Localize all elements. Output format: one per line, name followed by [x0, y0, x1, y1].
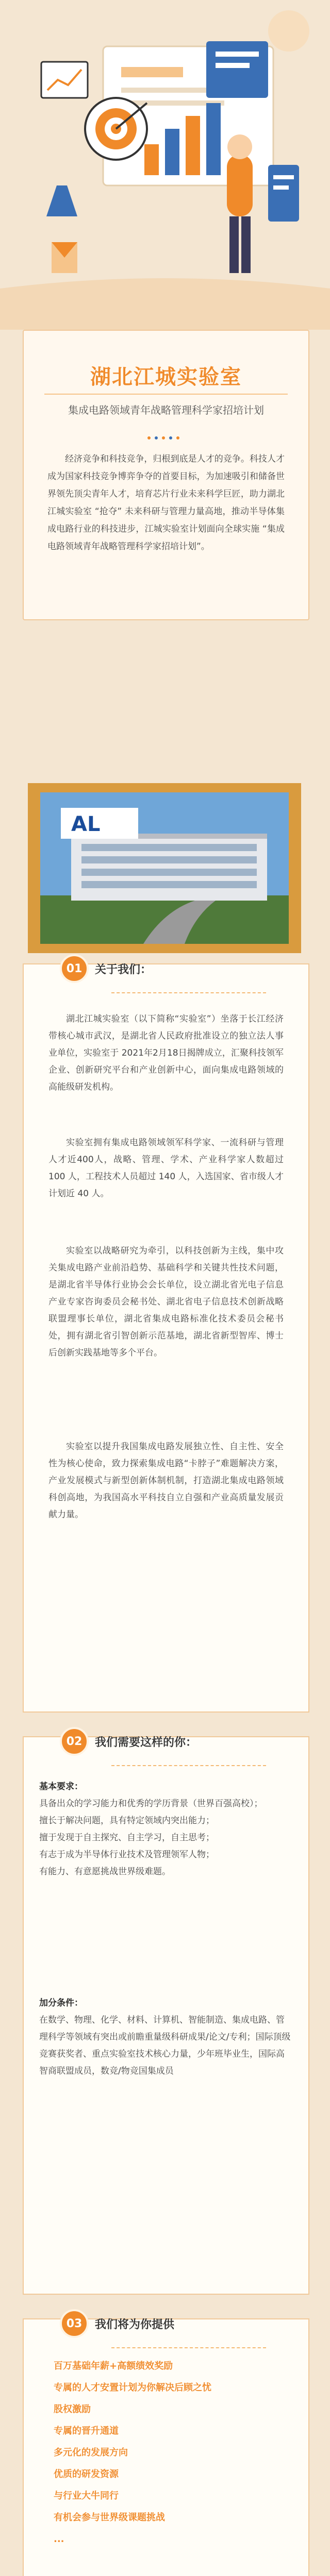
section-number-badge: 01 [60, 954, 89, 983]
benefits-heading [60, 2309, 174, 2338]
benefit-item: 优质的研发资源 [54, 2469, 119, 2480]
section-number-badge: 03 [60, 2309, 89, 2338]
requirement-item: 擅于发现于自主探究、自主学习，自主思考； [39, 1833, 214, 1843]
about-paragraph: 实验室拥有集成电路领域领军科学家、一流科研与管理人才近400人，战略、管理、学术、产业科学家人数超过 100 人，工程技术人员超过 140 人，入选国家、省市级人才计划近 40 人。 [48, 1138, 284, 1199]
page-title: 湖北江城实验室 [90, 365, 242, 389]
svg-text:AL: AL [71, 812, 101, 836]
requirement-item: 有志于成为半导体行业技术及管理领军人物； [39, 1850, 214, 1860]
benefit-item: 专属的晋升通道 [54, 2426, 119, 2436]
requirement-item: 有能力、有意愿挑战世界级难题。 [39, 1867, 171, 1877]
benefit-item: 股权激励 [54, 2404, 91, 2415]
about-paragraph: 实验室以提升我国集成电路发展独立性、自主性、安全性为核心使命，致力探索集成电路“卡脖子”难题解决方案，产业发展模式与新型创新体制机制，打造湖北集成电路领域科创高地，为我国高水平科技自立自强和产业高质量发展贡献力量。 [48, 1442, 284, 1520]
title-card [23, 330, 309, 620]
section-title: 我们需要这样的你： [95, 1736, 197, 1749]
benefits-list [54, 2355, 280, 2550]
bonus-requirements [39, 1995, 293, 2080]
hero-illustration [0, 0, 330, 330]
requirements-section [23, 1736, 309, 2295]
building-photo [40, 792, 289, 944]
bonus-label: 加分条件： [39, 1998, 83, 2008]
benefit-item: ... [54, 2534, 64, 2545]
requirement-item: 具备出众的学习能力和优秀的学历背景（世界百强高校）； [39, 1799, 263, 1809]
basic-label: 基本要求： [39, 1782, 83, 1792]
decor-dots [145, 432, 187, 438]
section-underline [111, 2347, 266, 2348]
benefit-item: 多元化的发展方向 [54, 2447, 128, 2458]
benefit-item: 有机会参与世界级课题挑战 [54, 2512, 165, 2523]
page-subtitle: 集成电路领域青年战略管理科学家招培计划 [68, 404, 264, 416]
benefit-item: 专属的人才安置计划为你解决后顾之忧 [54, 2382, 211, 2393]
section-underline [111, 992, 266, 993]
section-title: 关于我们： [95, 963, 152, 976]
section-number-badge: 02 [60, 1727, 89, 1756]
benefit-item: 与行业大牛同行 [54, 2490, 119, 2501]
benefit-item: 百万基础年薪+高额绩效奖励 [54, 2361, 173, 2371]
title-divider [44, 394, 288, 395]
intro-text: 经济竞争和科技竞争，归根到底是人才的竞争。科技人才成为国家科技竞争博弈争夺的首要目标，为加速吸引和储备世界领先顶尖青年人才，培育芯片行业未来科学巨匠，助力湖北江城实验室 “抢夺” 未来科研与管理力量高地，推动半导体集成电路行业的科技进步，江城实验室计划面向全球实施 “集成电路领域青年战略管理科学家招培计划”。 [47, 454, 285, 552]
requirement-item: 擅长于解决问题，具有特定领域内突出能力； [39, 1816, 214, 1826]
about-paragraph: 湖北江城实验室（以下简称“实验室”）坐落于长江经济带核心城市武汉，是湖北省人民政府批准设立的独立法人事业单位，实验室于 2021年2月18日揭牌成立，汇聚科技领军企业、创新研究平台和产业创新中心，面向集成电路领域的高能级研发机构。 [48, 1014, 284, 1092]
bonus-text: 在数学、物理、化学、材料、计算机、智能制造、集成电路、管理科学等领域有突出或前瞻重量级科研成果/论文/专利；国际顶级竞赛获奖者、重点实验室技术核心力量，少年班毕业生，国际高智商联盟成员，数竞/物竞国集成员 [39, 2015, 291, 2076]
about-section [23, 963, 309, 1713]
benefits-section [23, 2318, 309, 2576]
section-title: 我们将为你提供 [95, 2318, 175, 2331]
building-photo-frame [28, 783, 301, 953]
requirements-heading [60, 1727, 197, 1756]
section-underline [111, 1765, 266, 1766]
basic-requirements [39, 1778, 293, 1880]
about-paragraph: 实验室以战略研究为牵引，以科技创新为主线，集中攻关集成电路产业前沿趋势、基础科学和关键共性技术问题，是湖北省半导体行业协会会长单位，设立湖北省光电子信息产业专家咨询委员会秘书处、湖北省电子信息技术创新战略联盟理事长单位，湖北省集成电路标准化技术委员会秘书处，拥有湖北省引智创新示范基地，湖北省新型智库、博士后创新实践基地等多个平台。 [48, 1246, 284, 1358]
about-heading [60, 954, 152, 983]
